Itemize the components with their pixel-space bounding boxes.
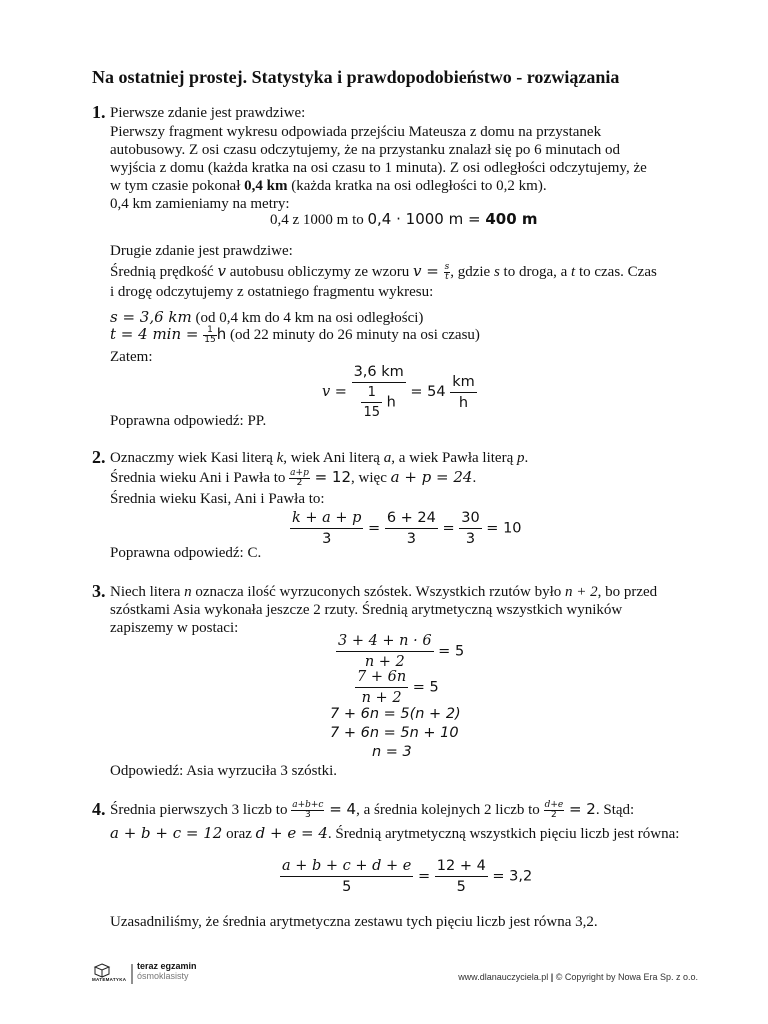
task-1-line-8: Średnią prędkość v autobusu obliczymy ze wzoru v = $\frac{s}{t}$ , gdzie s to droga, a t to czas. Czas <box>110 262 657 283</box>
task-2-answer: Poprawna odpowiedź: C. <box>110 545 262 561</box>
task-3-equation-5: n = 3 <box>372 744 412 760</box>
task-4-conclusion: Uzasadniliśmy, że średnia arytmetyczna zestawu tych pięciu liczb jest równa 3,2. <box>110 914 598 930</box>
task-1-line-10: s = 3,6 km (od 0,4 km do 4 km na osi odległości) <box>110 308 424 326</box>
task-2-line-3: Średnia wieku Kasi, Ani i Pawła to: <box>110 491 325 507</box>
task-1-line-9: i drogę odczytujemy z ostatniego fragmentu wykresu: <box>110 284 434 300</box>
task-3-line-1: Niech litera n oznacza ilość wyrzuconych szóstek. Wszystkich rzutów było n + 2, bo przed <box>110 584 658 600</box>
footer-copyright: www.dlanauczyciela.pl | © Copyright by Nowa Era Sp. z o.o. <box>458 972 698 982</box>
task-1-line-5: w tym czasie pokonał 0,4 km (każda kratka na osi odległości to 0,2 km). <box>110 178 547 194</box>
task-4-number: 4. <box>92 799 106 819</box>
footer-url-link[interactable]: www.dlanauczyciela.pl <box>458 972 549 982</box>
task-1-line-4: wyjścia z domu (każda kratka na osi czasu to 1 minuta). Z osi odległości odczytujemy, że <box>110 160 647 176</box>
footer-brand-line-1: teraz egzamin <box>137 961 197 971</box>
task-1-line-6: 0,4 km zamieniamy na metry: <box>110 196 290 212</box>
task-2-equation: $\frac{k + a + p}{3}$ = $\frac{6 + 24}{3}$ = $\frac{30}{3}$ = 10 <box>292 510 522 547</box>
page-title: Na ostatniej prostej. Statystyka i prawdopodobieństwo - rozwiązania <box>92 67 620 87</box>
task-2-number: 2. <box>92 447 106 467</box>
task-1-equation-1: 0,4 z 1000 m to 0,4 · 1000 m = 400 m <box>270 210 538 228</box>
task-4-line-2: a + b + c = 12 oraz d + e = 4. Średnią arytmetyczną wszystkich pięciu liczb jest równa: <box>110 824 680 842</box>
task-3-equation-3: 7 + 6n = 5(n + 2) <box>330 706 461 722</box>
task-2-line-1: Oznaczmy wiek Kasi literą k, wiek Ani literą a, a wiek Pawła literą p. <box>110 450 529 466</box>
footer-subject: MATEMATYKA <box>92 977 127 982</box>
task-1-line-7: Drugie zdanie jest prawdziwe: <box>110 243 293 259</box>
task-1-answer: Poprawna odpowiedź: PP. <box>110 413 267 429</box>
footer-logo <box>92 962 232 991</box>
task-3-line-3: zapiszemy w postaci: <box>110 620 239 636</box>
footer-brand-line-2: ósmoklasisty <box>137 971 189 981</box>
task-2-line-2: Średnia wieku Ani i Pawła to $\frac{a+p}{2}$ = 12, więc a + p = 24. <box>110 468 477 489</box>
task-1-line-1: Pierwsze zdanie jest prawdziwe: <box>110 105 306 121</box>
task-1-line-3: autobusowy. Z osi czasu odczytujemy, że na przystanku znalazł się po 6 minutach od <box>110 142 620 158</box>
task-3-number: 3. <box>92 581 106 601</box>
task-1-line-11: t = 4 min = $\frac{1}{15}$ h (od 22 minuty do 26 minuty na osi czasu) <box>110 325 480 346</box>
task-4-line-1: Średnia pierwszych 3 liczb to $\frac{a+b+c}{3}$ = 4, a średnia kolejnych 2 liczb to $\frac{d+e}{2}$ = 2. Stąd: <box>110 800 635 821</box>
task-3-answer: Odpowiedź: Asia wyrzuciła 3 szóstki. <box>110 763 338 779</box>
task-1-equation-2: v = 3,6 km $\frac{1}{15}$ h = 54 $\frac{km}{h}$ <box>322 364 475 420</box>
task-1-line-12: Zatem: <box>110 349 153 365</box>
task-4-equation: $\frac{a + b + c + d + e}{5}$ = $\frac{12 + 4}{5}$ = 3,2 <box>282 858 533 895</box>
task-3-equation-2: $\frac{7 + 6n}{n + 2}$ = 5 <box>357 669 439 706</box>
task-3-equation-4: 7 + 6n = 5n + 10 <box>330 725 459 741</box>
task-1-number: 1. <box>92 102 106 122</box>
task-3-equation-1: $\frac{3 + 4 + n \cdot 6}{n + 2}$ = 5 <box>338 633 465 670</box>
task-1-line-2: Pierwszy fragment wykresu odpowiada przejściu Mateusza z domu na przystanek <box>110 124 602 140</box>
task-3-line-2: szóstkami Asia wykonała jeszcze 2 rzuty. Średnią arytmetyczną wszystkich wyników <box>110 602 623 618</box>
